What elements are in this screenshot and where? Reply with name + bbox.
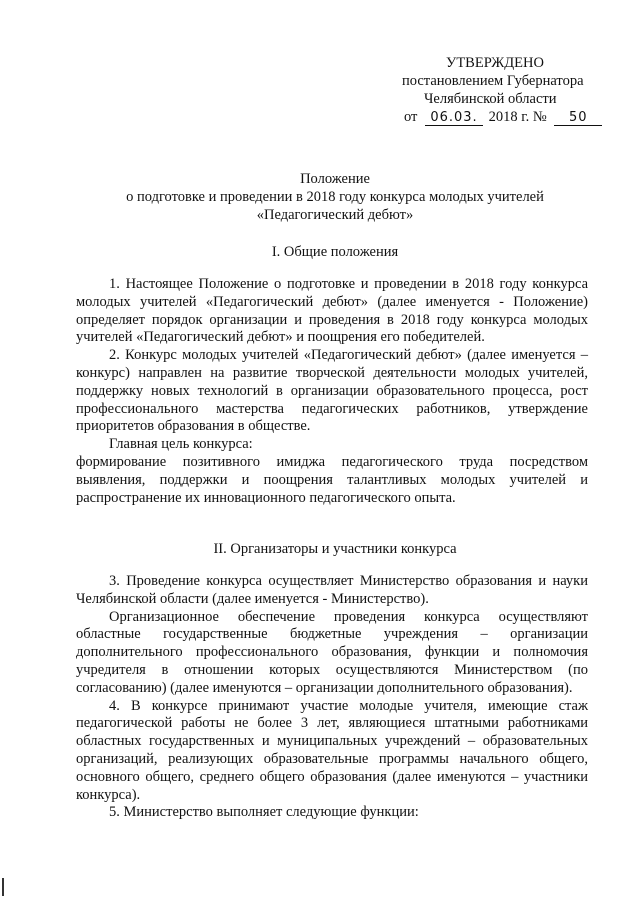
section2-body: [76, 573, 588, 822]
approval-number-handwritten: 50: [554, 111, 602, 126]
approval-date-line: [398, 108, 598, 126]
paragraph-3: 3. Проведение конкурса осуществляет Министерство образования и науки Челябинской области (далее именуется - Министерство).: [76, 573, 588, 607]
document-title-line3: «Педагогический дебют»: [256, 207, 414, 223]
approval-from-label: от: [404, 109, 418, 125]
paragraph-2: 2. Конкурс молодых учителей «Педагогический дебют» (далее именуется – конкурс) направлен на развитие творческой деятельности молодых учителей, поддержку новых технологий в организации образовательного процесса, рост профессионального мастерства педагогических работников, утверждение приоритетов образования в обществе.: [76, 347, 588, 435]
paragraph-4: 4. В конкурсе принимают участие молодые учителя, имеющие стаж педагогической работы не более 3 лет, являющиеся штатными работниками областных государственных и муниципальных учреждений – образовательных организаций, реализующих образовательные программы начального общего, основного общего, среднего общего образования (далее именуются – участники конкурса).: [76, 697, 588, 803]
paragraph-goal-text: формирование позитивного имиджа педагогического труда посредством выявления, поддержки и поощрения талантливых молодых учителей и распространение их инновационного педагогического опыта.: [76, 453, 588, 506]
paragraph-1: 1. Настоящее Положение о подготовке и проведении в 2018 году конкурса молодых учителей «Педагогический дебют» (далее именуется - Положение) определяет порядок организации и проведения в 2018 году конкурса молодых учителей «Педагогический дебют» и поощрения его победителей.: [76, 276, 588, 346]
approval-region-line: Челябинской области: [424, 91, 557, 107]
section1-body: [76, 276, 588, 507]
document-title-line2: о подготовке и проведении в 2018 году конкурса молодых учителей: [126, 189, 544, 205]
paragraph-goal-label: Главная цель конкурса:: [109, 436, 253, 453]
approval-year-text: 2018 г. №: [488, 109, 547, 125]
document-title: [60, 170, 610, 224]
approval-date-handwritten: 06.03.: [425, 111, 483, 126]
section1-heading: I. Общие положения: [271, 244, 399, 260]
approval-stamp: [398, 54, 598, 126]
scan-margin-mark: [2, 878, 4, 896]
section2-heading: II. Организаторы и участники конкурса: [213, 541, 457, 557]
paragraph-org-support: Организационное обеспечение проведения конкурса осуществляют областные государственные бюджетные учреждения – организации дополнительного профессионального образования, функции и полномочия учредителя в отношении которых осуществляются Министерством (по согласованию) (далее именуются – организации дополнительного образования).: [76, 608, 588, 696]
document-title-line1: Положение: [300, 171, 370, 187]
approval-decree-line: постановлением Губернатора: [402, 73, 584, 89]
paragraph-5: 5. Министерство выполняет следующие функции:: [109, 804, 419, 821]
approval-title: УТВЕРЖДЕНО: [446, 55, 544, 71]
